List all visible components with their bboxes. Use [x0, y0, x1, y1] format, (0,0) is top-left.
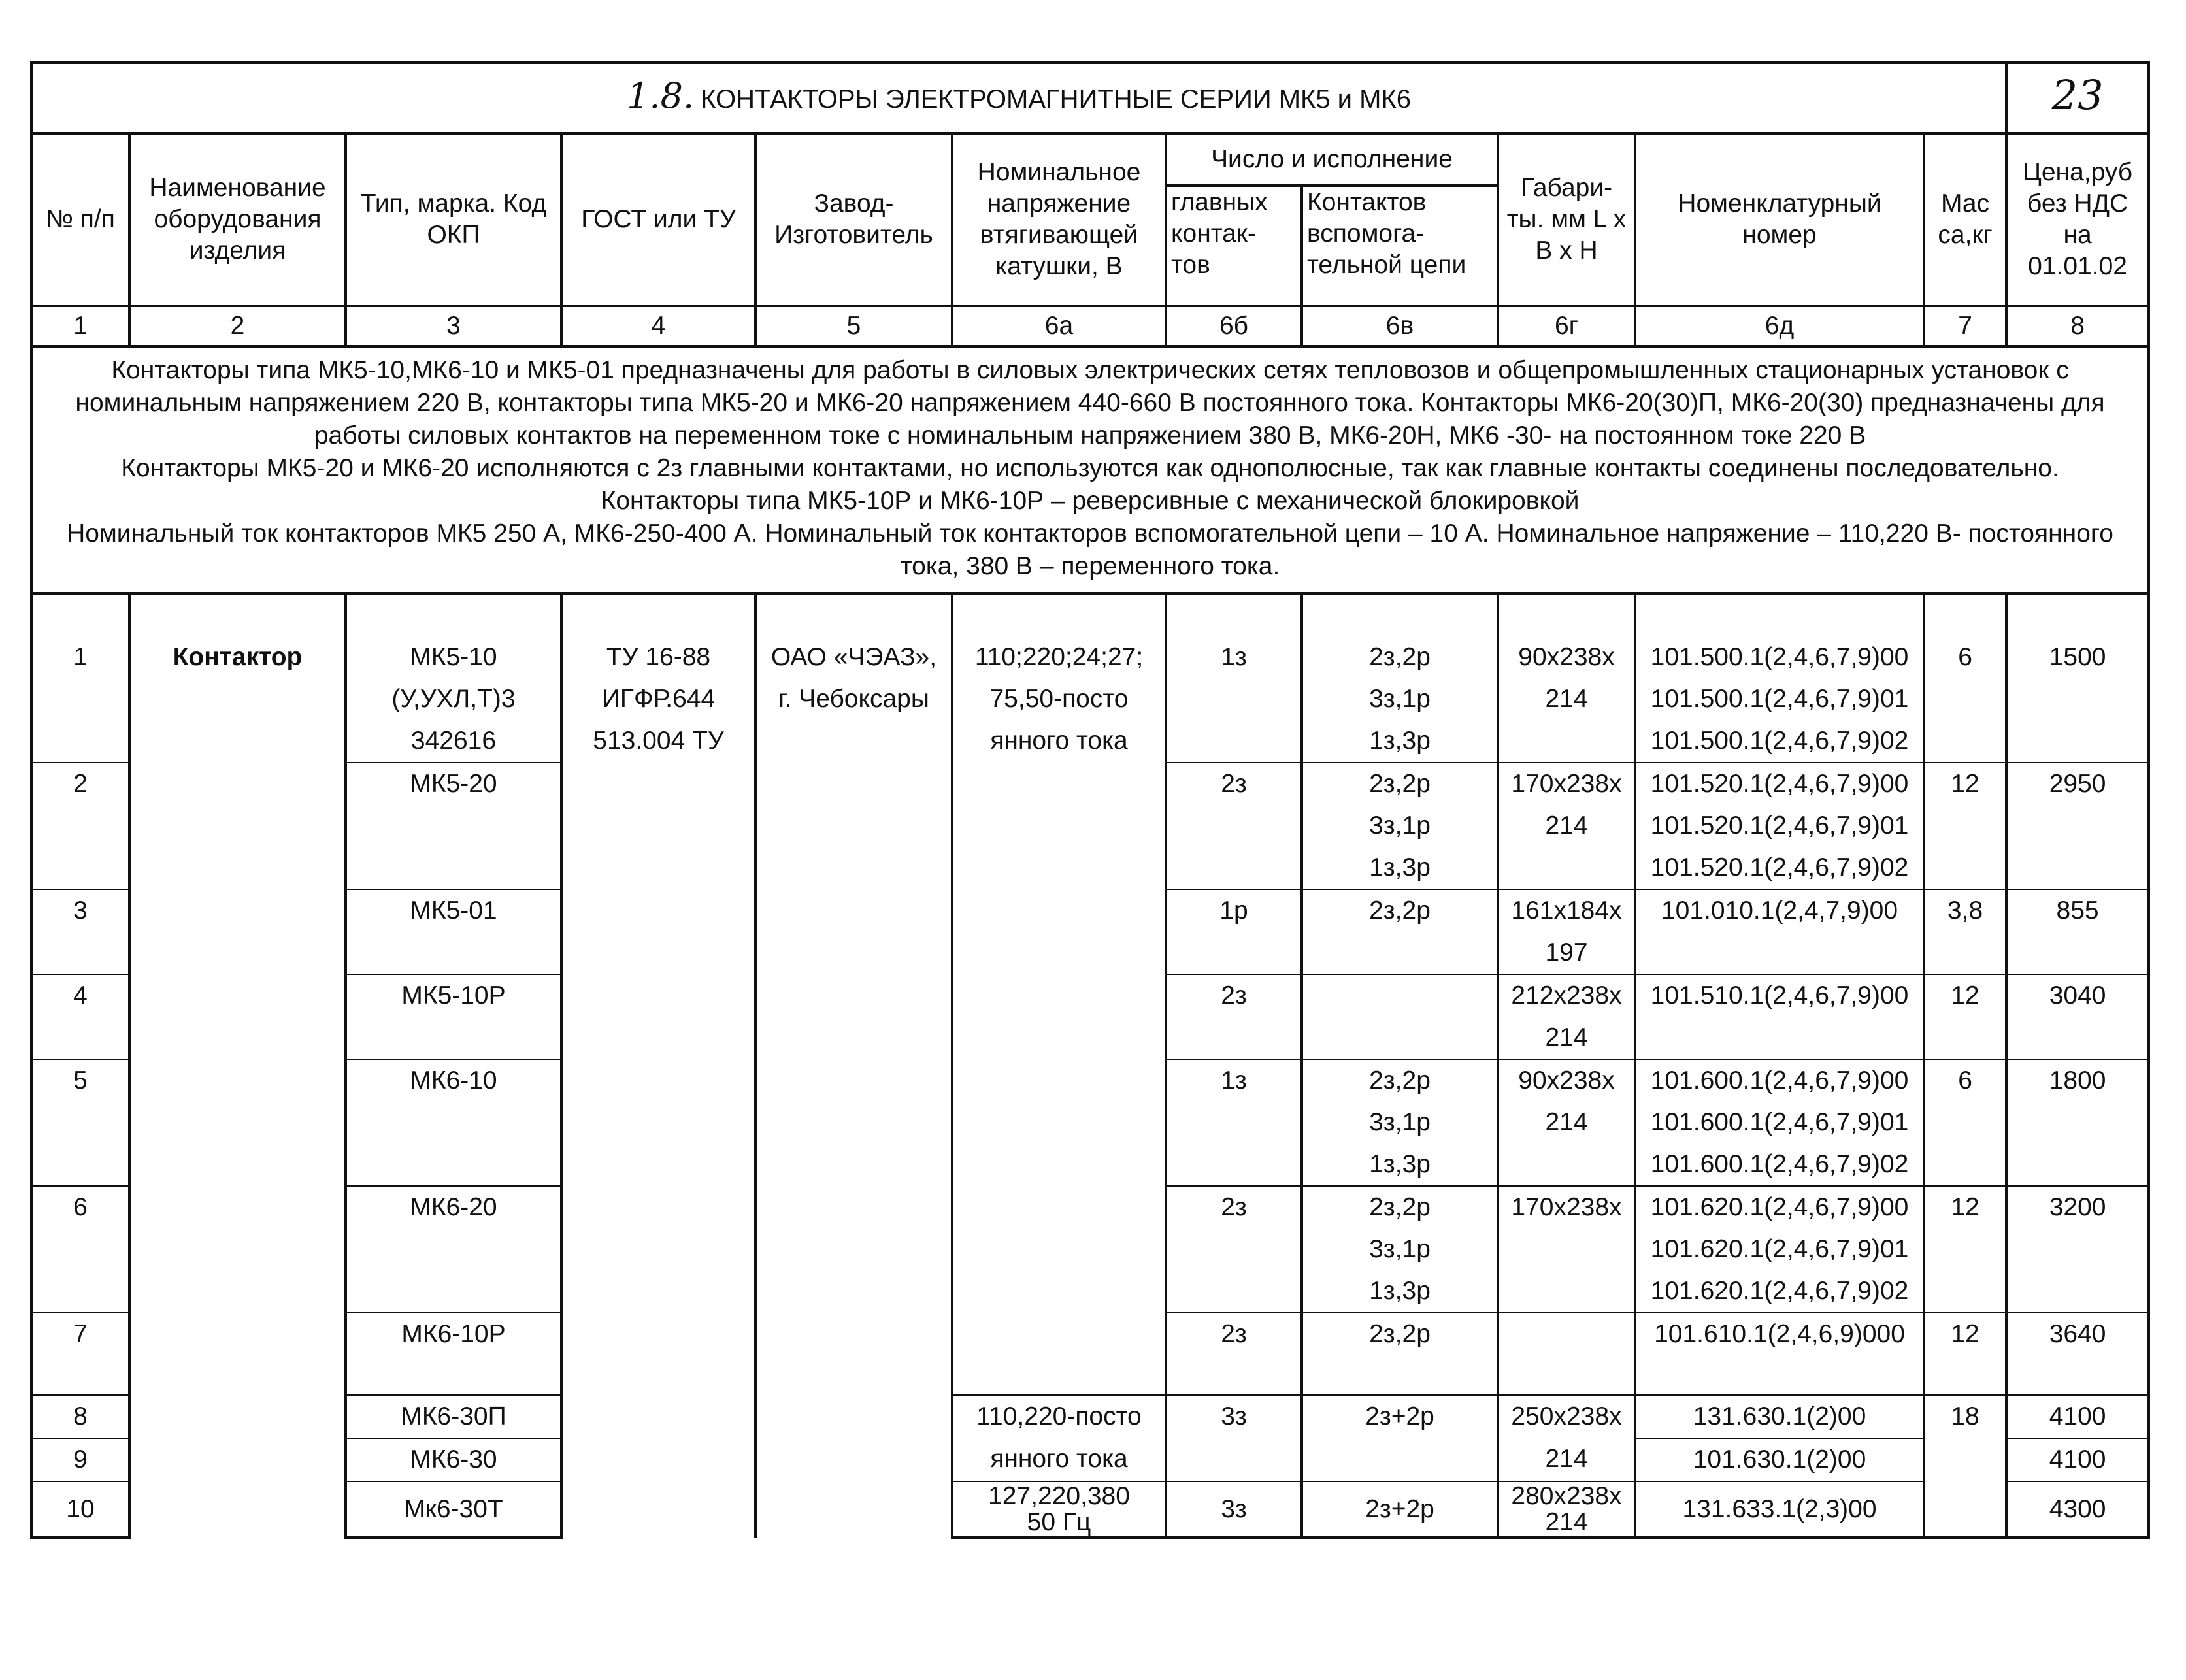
- coil-voltage-line: янного тока: [990, 1445, 1128, 1473]
- coil-voltage-line: янного тока: [990, 727, 1128, 755]
- header-name: Наименование оборудования изделия: [129, 133, 346, 306]
- aux-contacts-line: 1з,3р: [1369, 853, 1431, 881]
- table-row: [31, 889, 2149, 974]
- dimensions: [1498, 763, 1635, 889]
- main-contacts: 2з: [1166, 974, 1302, 1059]
- nomenclature-number: [1635, 1313, 1924, 1395]
- header-dims: Габари- ты. мм L x B x H: [1498, 133, 1635, 306]
- type-mark-line: МК5-01: [410, 897, 497, 925]
- nomenclature-number-line: 101.520.1(2,4,6,7,9)01: [1650, 812, 1909, 840]
- aux-contacts: [1302, 974, 1498, 1059]
- coil-voltage: [952, 1313, 1166, 1395]
- nomenclature-number-line: 101.500.1(2,4,6,7,9)01: [1650, 685, 1909, 713]
- gost-spec-line: 513.004 ТУ: [593, 727, 724, 755]
- dimensions: [1498, 1438, 1635, 1481]
- table-title: [31, 63, 2006, 133]
- type-mark-line: МК5-10Р: [401, 981, 506, 1010]
- dimensions: [1498, 1481, 1635, 1538]
- aux-contacts-line: 3з,1р: [1369, 812, 1431, 840]
- mass-kg: 12: [1924, 763, 2006, 889]
- coil-voltage: [952, 889, 1166, 974]
- nomenclature-number-line: 101.600.1(2,4,6,7,9)02: [1650, 1150, 1909, 1178]
- dimensions: [1498, 1395, 1635, 1438]
- nomenclature-number-line: 131.633.1(2,3)00: [1682, 1494, 1877, 1523]
- aux-contacts-line: 1з,3р: [1369, 1277, 1431, 1305]
- row-number: 3: [31, 889, 129, 974]
- nomenclature-number-line: 101.610.1(2,4,6,9)000: [1654, 1320, 1905, 1348]
- description-paragraph-3: Номинальный ток контакторов МК5 250 А, МК6-250-400 А. Номинальный ток контакторов вспомогательной цепи – 10 А. Номинальное напряжение – 110,220 В- постоянного тока, 380 В – переменного тока.: [67, 519, 2113, 580]
- column-number: 4: [561, 306, 755, 346]
- aux-contacts: [1302, 593, 1498, 763]
- type-mark-line: МК5-20: [410, 770, 497, 798]
- table-row: [31, 1313, 2149, 1395]
- dimensions: [1498, 1313, 1635, 1395]
- dimensions-line: 214: [1545, 812, 1588, 840]
- contactor-table: [30, 61, 2150, 1539]
- row-number: 4: [31, 974, 129, 1059]
- type-mark: [346, 1481, 561, 1538]
- main-contacts: 2з: [1166, 1313, 1302, 1395]
- dimensions-line: 214: [1545, 1108, 1588, 1136]
- mass-kg: [1924, 1481, 2006, 1538]
- aux-contacts-line: 2з,2р: [1369, 1193, 1431, 1221]
- nomenclature-number-line: 101.010.1(2,4,7,9)00: [1661, 897, 1898, 925]
- dimensions-line: 214: [1545, 685, 1588, 713]
- nomenclature-number-line: 101.520.1(2,4,6,7,9)02: [1650, 853, 1909, 881]
- coil-voltage-line: 110;220;24;27;: [974, 643, 1144, 671]
- main-contacts: 2з: [1166, 1186, 1302, 1313]
- header-type: Тип, марка. Код ОКП: [346, 133, 561, 306]
- nomenclature-number: [1635, 593, 1924, 763]
- title-text: КОНТАКТОРЫ ЭЛЕКТРОМАГНИТНЫЕ СЕРИИ МК5 и МК6: [701, 85, 1411, 114]
- dimensions-line: 170x238x: [1511, 770, 1622, 798]
- price-rub: 3200: [2006, 1186, 2149, 1313]
- type-mark-line: МК6-20: [410, 1193, 497, 1221]
- mass-kg: [1924, 1438, 2006, 1481]
- mass-kg: 3,8: [1924, 889, 2006, 974]
- aux-contacts-line: 3з,1р: [1369, 1108, 1431, 1136]
- type-mark: [346, 593, 561, 763]
- price-rub: 3040: [2006, 974, 2149, 1059]
- dimensions-line: 214: [1545, 1507, 1588, 1536]
- type-mark-line: МК6-30П: [401, 1402, 506, 1430]
- column-number: 6а: [952, 306, 1166, 346]
- main-contacts: 3з: [1166, 1395, 1302, 1438]
- coil-voltage: [952, 593, 1166, 763]
- type-mark-line: МК5-10: [410, 643, 497, 671]
- aux-contacts-line: 2з,2р: [1369, 643, 1431, 671]
- description: [31, 346, 2149, 593]
- header-aux: Контактов вспомога- тельной цепи: [1302, 186, 1498, 306]
- gost-spec-line: ТУ 16-88: [606, 643, 711, 671]
- dimensions-line: 280x238x: [1511, 1481, 1622, 1510]
- table-row: [31, 1438, 2149, 1481]
- aux-contacts-line: 1з,3р: [1369, 1150, 1431, 1178]
- aux-contacts-line: 2з+2р: [1365, 1402, 1434, 1430]
- column-number: 2: [129, 306, 346, 346]
- gost-spec: [561, 593, 755, 1538]
- dimensions-line: 214: [1545, 1023, 1588, 1051]
- nomenclature-number-line: 101.600.1(2,4,6,7,9)00: [1650, 1066, 1909, 1095]
- aux-contacts: [1302, 889, 1498, 974]
- mass-kg: 12: [1924, 1313, 2006, 1395]
- price-rub: 3640: [2006, 1313, 2149, 1395]
- nomenclature-number-line: 101.620.1(2,4,6,7,9)01: [1650, 1235, 1909, 1263]
- manufacturer-line: г. Чебоксары: [778, 685, 929, 713]
- dimensions: [1498, 974, 1635, 1059]
- main-contacts: 1з: [1166, 593, 1302, 763]
- page-number: 23: [2006, 63, 2149, 133]
- row-number: 6: [31, 1186, 129, 1313]
- table-row: [31, 763, 2149, 889]
- nomenclature-number: [1635, 1059, 1924, 1186]
- nomenclature-number-line: 101.600.1(2,4,6,7,9)01: [1650, 1108, 1909, 1136]
- manufacturer-line: ОАО «ЧЭАЗ»,: [770, 643, 937, 671]
- price-rub: 4100: [2006, 1395, 2149, 1438]
- nomenclature-number: [1635, 763, 1924, 889]
- row-number: 5: [31, 1059, 129, 1186]
- nomenclature-number-line: 101.500.1(2,4,6,7,9)02: [1650, 727, 1909, 755]
- coil-voltage: [952, 1395, 1166, 1438]
- header-gost: ГОСТ или ТУ: [561, 133, 755, 306]
- column-number: 6д: [1635, 306, 1924, 346]
- row-number: 10: [31, 1481, 129, 1538]
- coil-voltage: [952, 1186, 1166, 1313]
- type-mark-line: Мк6-30Т: [404, 1494, 503, 1523]
- table-row: [31, 1481, 2149, 1538]
- row-number: 2: [31, 763, 129, 889]
- aux-contacts-line: 2з,2р: [1369, 770, 1431, 798]
- table-row: [31, 1186, 2149, 1313]
- coil-voltage-line: 75,50-посто: [989, 685, 1129, 713]
- nomenclature-number: [1635, 1438, 1924, 1481]
- nomenclature-number-line: 101.620.1(2,4,6,7,9)00: [1650, 1193, 1909, 1221]
- type-mark-line: МК6-30: [410, 1445, 497, 1474]
- aux-contacts: [1302, 1395, 1498, 1438]
- mass-kg: 12: [1924, 974, 2006, 1059]
- column-number: 7: [1924, 306, 2006, 346]
- type-mark-line: МК6-10Р: [401, 1320, 506, 1348]
- coil-voltage: [952, 1059, 1166, 1186]
- column-numbers-row: [31, 306, 2149, 346]
- row-number: 9: [31, 1438, 129, 1481]
- coil-voltage-line: 110,220-посто: [976, 1402, 1142, 1430]
- dimensions-line: 90x238x: [1518, 1066, 1615, 1095]
- row-number: 7: [31, 1313, 129, 1395]
- dimensions-line: 90x238x: [1518, 643, 1615, 671]
- aux-contacts: [1302, 1059, 1498, 1186]
- row-number: 1: [31, 593, 129, 763]
- coil-voltage: [952, 1438, 1166, 1481]
- row-number: 8: [31, 1395, 129, 1438]
- description-paragraph-1: Контакторы типа МК5-10,МК6-10 и МК5-01 предназначены для работы в силовых электрических сетях тепловозов и общепромышленных стационарных установок с номинальным напряжением 220 В, контакторы типа МК5-20 и МК6-20 напряжением 440-660 В постоянного тока. Контакторы МК6-20(30)П, МК6-20(30) предназначены для работы силовых контактов на переменном токе с номинальным напряжением 380 В, МК6-20Н, МК6 -30- на постоянном токе 220 В: [75, 356, 2105, 450]
- column-number: 6г: [1498, 306, 1635, 346]
- price-list-sheet: [30, 61, 2147, 1539]
- price-rub: 4300: [2006, 1481, 2149, 1538]
- nomenclature-number-line: 101.510.1(2,4,6,7,9)00: [1650, 981, 1909, 1010]
- type-mark: [346, 889, 561, 974]
- nomenclature-number-line: 101.520.1(2,4,6,7,9)00: [1650, 770, 1909, 798]
- dimensions: [1498, 889, 1635, 974]
- header-nomen: Номенклатурный номер: [1635, 133, 1924, 306]
- price-rub: 2950: [2006, 763, 2149, 889]
- dimensions: [1498, 1186, 1635, 1313]
- dimensions-line: 197: [1545, 938, 1588, 966]
- aux-contacts: [1302, 1481, 1498, 1538]
- header-main: главных контак- тов: [1166, 186, 1302, 306]
- header-voltage: Номинальное напряжение втягивающей катушки, В: [952, 133, 1166, 306]
- mass-kg: 18: [1924, 1395, 2006, 1438]
- header-mass: Мас са,кг: [1924, 133, 2006, 306]
- nomenclature-number-line: 101.500.1(2,4,6,7,9)00: [1650, 643, 1909, 671]
- equipment-name-line: Контактор: [173, 643, 303, 671]
- coil-voltage: [952, 974, 1166, 1059]
- aux-contacts-line: 3з,1р: [1369, 685, 1431, 713]
- column-number: 3: [346, 306, 561, 346]
- aux-contacts-line: 1з,3р: [1369, 727, 1431, 755]
- nomenclature-number: [1635, 1395, 1924, 1438]
- header-num: № п/п: [31, 133, 129, 306]
- equipment-name: [129, 593, 346, 1538]
- type-mark: [346, 763, 561, 889]
- dimensions-line: 170x238x: [1511, 1193, 1622, 1221]
- main-contacts: 1р: [1166, 889, 1302, 974]
- column-number: 6б: [1166, 306, 1302, 346]
- description-paragraph-2: Контакторы МК5-20 и МК6-20 исполняются с 2з главными контактами, но используются как однополюсные, так как главные контакты соединены последовательно. Контакторы типа МК5-10Р и МК6-10Р – реверсивные с механической блокировкой: [121, 454, 2059, 515]
- aux-contacts-line: 2з,2р: [1369, 897, 1431, 925]
- type-mark: [346, 1313, 561, 1395]
- price-rub: 4100: [2006, 1438, 2149, 1481]
- table-row: [31, 593, 2149, 763]
- gost-spec-line: ИГФР.644: [601, 685, 716, 713]
- table-row: [31, 974, 2149, 1059]
- type-mark-line: МК6-10: [410, 1066, 497, 1095]
- nomenclature-number-line: 101.630.1(2)00: [1693, 1445, 1866, 1474]
- type-mark: [346, 1395, 561, 1438]
- nomenclature-number-line: 131.630.1(2)00: [1693, 1402, 1866, 1430]
- dimensions: [1498, 593, 1635, 763]
- dimensions-line: 250x238x: [1511, 1402, 1622, 1430]
- table-row: [31, 1059, 2149, 1186]
- header-group: Число и исполнение: [1166, 133, 1498, 186]
- main-contacts: 2з: [1166, 763, 1302, 889]
- aux-contacts-line: 2з,2р: [1369, 1320, 1431, 1348]
- header-maker: Завод- Изготовитель: [755, 133, 952, 306]
- price-rub: 855: [2006, 889, 2149, 974]
- column-number: 6в: [1302, 306, 1498, 346]
- coil-voltage-line: 50 Гц: [1027, 1507, 1091, 1536]
- type-mark-line: (У,УХЛ,Т)3: [391, 685, 516, 713]
- nomenclature-number: [1635, 889, 1924, 974]
- aux-contacts-line: 2з,2р: [1369, 1066, 1431, 1095]
- nomenclature-number: [1635, 974, 1924, 1059]
- aux-contacts: [1302, 1438, 1498, 1481]
- header-price: Цена,руб без НДС на 01.01.02: [2006, 133, 2149, 306]
- type-mark: [346, 1186, 561, 1313]
- section-number: 1.8.: [627, 75, 695, 116]
- aux-contacts: [1302, 763, 1498, 889]
- aux-contacts: [1302, 1313, 1498, 1395]
- type-mark-line: 342616: [410, 727, 497, 755]
- type-mark: [346, 1059, 561, 1186]
- dimensions: [1498, 1059, 1635, 1186]
- aux-contacts-line: 3з,1р: [1369, 1235, 1431, 1263]
- dimensions-line: 214: [1545, 1445, 1588, 1473]
- column-number: 5: [755, 306, 952, 346]
- aux-contacts: [1302, 1186, 1498, 1313]
- table-row: [31, 1395, 2149, 1438]
- mass-kg: 6: [1924, 593, 2006, 763]
- main-contacts: [1166, 1438, 1302, 1481]
- aux-contacts-line: 2з+2р: [1365, 1494, 1434, 1523]
- mass-kg: 6: [1924, 1059, 2006, 1186]
- main-contacts: 3з: [1166, 1481, 1302, 1538]
- coil-voltage: [952, 1481, 1166, 1538]
- manufacturer: [755, 593, 952, 1538]
- column-number: 1: [31, 306, 129, 346]
- coil-voltage-line: 127,220,380: [988, 1481, 1130, 1510]
- column-number: 8: [2006, 306, 2149, 346]
- main-contacts: 1з: [1166, 1059, 1302, 1186]
- type-mark: [346, 974, 561, 1059]
- mass-kg: 12: [1924, 1186, 2006, 1313]
- coil-voltage: [952, 763, 1166, 889]
- price-rub: 1800: [2006, 1059, 2149, 1186]
- nomenclature-number: [1635, 1186, 1924, 1313]
- dimensions-line: 161x184x: [1511, 897, 1622, 925]
- nomenclature-number-line: 101.620.1(2,4,6,7,9)02: [1650, 1277, 1909, 1305]
- nomenclature-number: [1635, 1481, 1924, 1538]
- type-mark: [346, 1438, 561, 1481]
- table-body: [31, 593, 2149, 1538]
- dimensions-line: 212x238x: [1511, 981, 1622, 1010]
- price-rub: 1500: [2006, 593, 2149, 763]
